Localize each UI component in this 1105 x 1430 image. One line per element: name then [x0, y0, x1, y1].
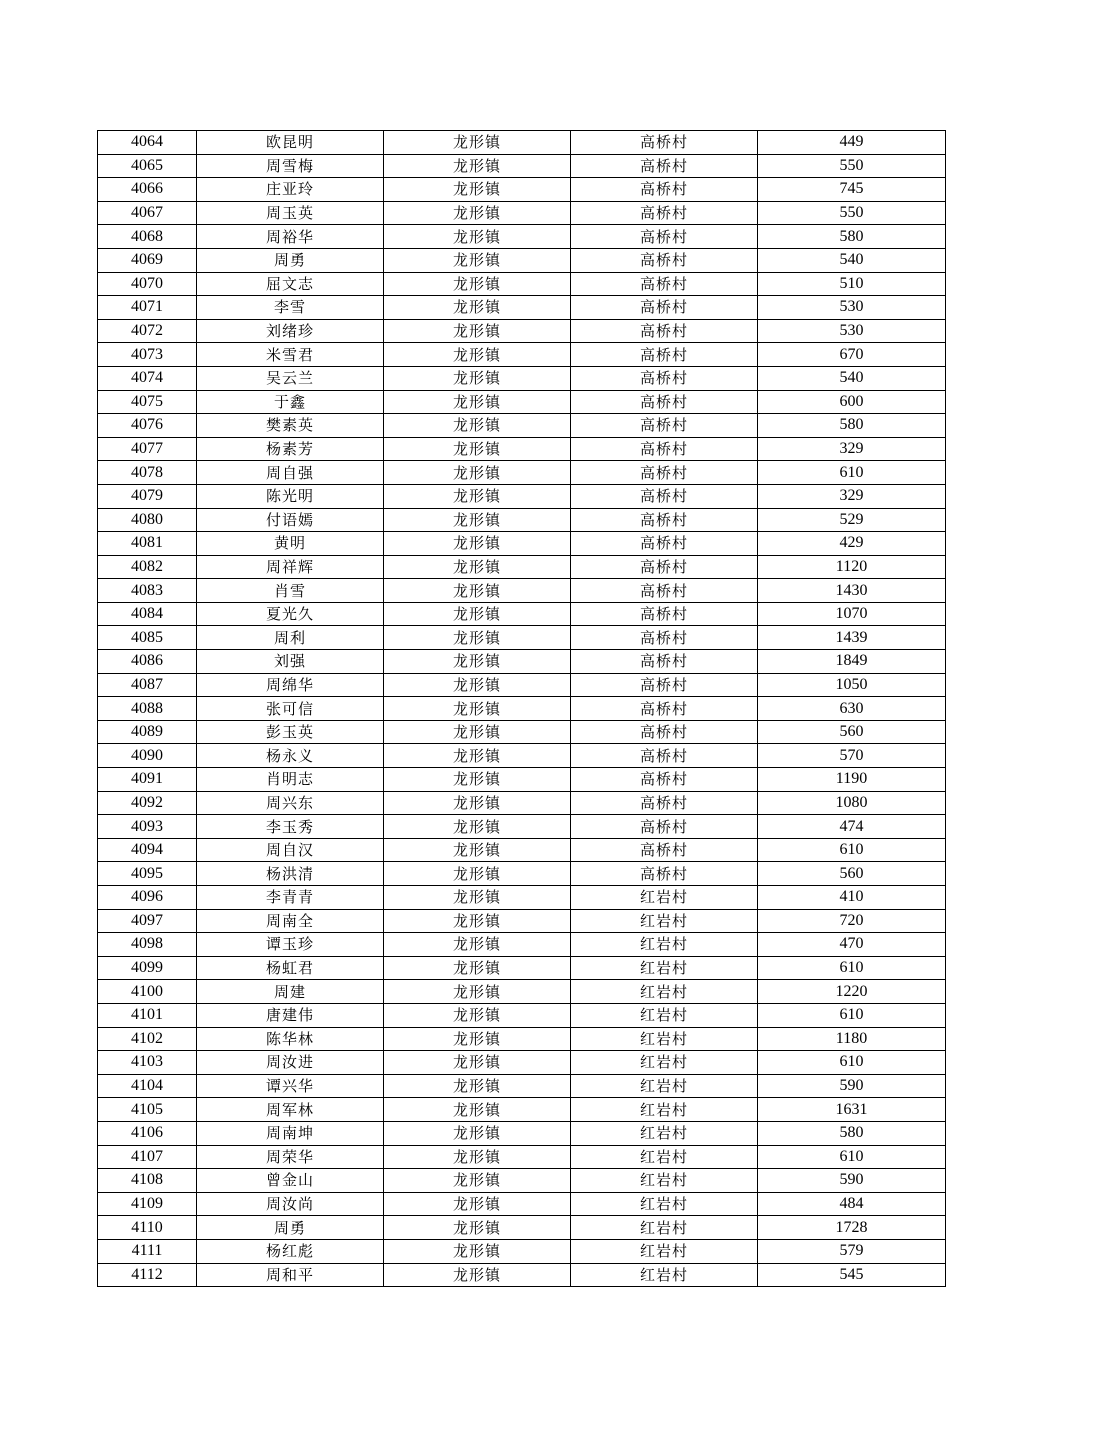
- amount-cell: 590: [758, 1074, 946, 1098]
- table-row: [98, 1263, 946, 1287]
- village-cell: 红岩村: [571, 1239, 758, 1263]
- name-cell: 周勇: [197, 248, 384, 272]
- name-cell: 李雪: [197, 296, 384, 320]
- table-row: [98, 815, 946, 839]
- table-row: [98, 201, 946, 225]
- table-row: [98, 1239, 946, 1263]
- town-cell: 龙形镇: [384, 720, 571, 744]
- town-cell: 龙形镇: [384, 319, 571, 343]
- town-cell: 龙形镇: [384, 201, 571, 225]
- town-cell: 龙形镇: [384, 697, 571, 721]
- name-cell: 欧昆明: [197, 131, 384, 155]
- row-number-cell: 4064: [98, 131, 197, 155]
- row-number-cell: 4099: [98, 956, 197, 980]
- village-cell: 红岩村: [571, 956, 758, 980]
- town-cell: 龙形镇: [384, 1051, 571, 1075]
- name-cell: 庄亚玲: [197, 178, 384, 202]
- village-cell: 高桥村: [571, 838, 758, 862]
- table-row: [98, 886, 946, 910]
- name-cell: 周兴东: [197, 791, 384, 815]
- amount-cell: 1120: [758, 555, 946, 579]
- village-cell: 高桥村: [571, 555, 758, 579]
- town-cell: 龙形镇: [384, 343, 571, 367]
- village-cell: 高桥村: [571, 602, 758, 626]
- name-cell: 肖雪: [197, 579, 384, 603]
- amount-cell: 745: [758, 178, 946, 202]
- amount-cell: 610: [758, 461, 946, 485]
- village-cell: 红岩村: [571, 1145, 758, 1169]
- village-cell: 高桥村: [571, 697, 758, 721]
- name-cell: 周建: [197, 980, 384, 1004]
- amount-cell: 570: [758, 744, 946, 768]
- table-row: [98, 296, 946, 320]
- village-cell: 红岩村: [571, 1074, 758, 1098]
- row-number-cell: 4081: [98, 532, 197, 556]
- name-cell: 杨红彪: [197, 1239, 384, 1263]
- table-row: [98, 956, 946, 980]
- table-row: [98, 178, 946, 202]
- name-cell: 周雪梅: [197, 154, 384, 178]
- town-cell: 龙形镇: [384, 461, 571, 485]
- amount-cell: 630: [758, 697, 946, 721]
- village-cell: 高桥村: [571, 650, 758, 674]
- amount-cell: 529: [758, 508, 946, 532]
- row-number-cell: 4093: [98, 815, 197, 839]
- name-cell: 付语嫣: [197, 508, 384, 532]
- row-number-cell: 4112: [98, 1263, 197, 1287]
- row-number-cell: 4085: [98, 626, 197, 650]
- village-cell: 红岩村: [571, 909, 758, 933]
- town-cell: 龙形镇: [384, 390, 571, 414]
- town-cell: 龙形镇: [384, 1074, 571, 1098]
- row-number-cell: 4065: [98, 154, 197, 178]
- town-cell: 龙形镇: [384, 154, 571, 178]
- row-number-cell: 4095: [98, 862, 197, 886]
- name-cell: 周荣华: [197, 1145, 384, 1169]
- town-cell: 龙形镇: [384, 1121, 571, 1145]
- name-cell: 周南坤: [197, 1121, 384, 1145]
- table-row: [98, 626, 946, 650]
- row-number-cell: 4086: [98, 650, 197, 674]
- table-row: [98, 248, 946, 272]
- table-row: [98, 791, 946, 815]
- town-cell: 龙形镇: [384, 414, 571, 438]
- row-number-cell: 4106: [98, 1121, 197, 1145]
- row-number-cell: 4070: [98, 272, 197, 296]
- village-cell: 高桥村: [571, 272, 758, 296]
- row-number-cell: 4088: [98, 697, 197, 721]
- town-cell: 龙形镇: [384, 626, 571, 650]
- village-cell: 红岩村: [571, 1098, 758, 1122]
- town-cell: 龙形镇: [384, 272, 571, 296]
- town-cell: 龙形镇: [384, 673, 571, 697]
- name-cell: 李玉秀: [197, 815, 384, 839]
- amount-cell: 610: [758, 1145, 946, 1169]
- row-number-cell: 4097: [98, 909, 197, 933]
- town-cell: 龙形镇: [384, 744, 571, 768]
- village-cell: 高桥村: [571, 720, 758, 744]
- village-cell: 红岩村: [571, 980, 758, 1004]
- row-number-cell: 4082: [98, 555, 197, 579]
- row-number-cell: 4094: [98, 838, 197, 862]
- name-cell: 李青青: [197, 886, 384, 910]
- village-cell: 高桥村: [571, 768, 758, 792]
- amount-cell: 610: [758, 956, 946, 980]
- table-row: [98, 532, 946, 556]
- amount-cell: 720: [758, 909, 946, 933]
- name-cell: 刘绪珍: [197, 319, 384, 343]
- table-row: [98, 673, 946, 697]
- table-row: [98, 862, 946, 886]
- amount-cell: 1070: [758, 602, 946, 626]
- village-cell: 红岩村: [571, 1121, 758, 1145]
- town-cell: 龙形镇: [384, 532, 571, 556]
- table-row: [98, 838, 946, 862]
- table-row: [98, 697, 946, 721]
- village-cell: 高桥村: [571, 791, 758, 815]
- town-cell: 龙形镇: [384, 178, 571, 202]
- village-cell: 高桥村: [571, 815, 758, 839]
- village-cell: 高桥村: [571, 437, 758, 461]
- table-row: [98, 602, 946, 626]
- table-row: [98, 1192, 946, 1216]
- amount-cell: 550: [758, 201, 946, 225]
- amount-cell: 610: [758, 1003, 946, 1027]
- village-cell: 红岩村: [571, 1169, 758, 1193]
- village-cell: 高桥村: [571, 154, 758, 178]
- table-row: [98, 555, 946, 579]
- table-row: [98, 1074, 946, 1098]
- amount-cell: 1430: [758, 579, 946, 603]
- table-row: [98, 980, 946, 1004]
- town-cell: 龙形镇: [384, 650, 571, 674]
- row-number-cell: 4084: [98, 602, 197, 626]
- row-number-cell: 4100: [98, 980, 197, 1004]
- table-row: [98, 1098, 946, 1122]
- row-number-cell: 4071: [98, 296, 197, 320]
- town-cell: 龙形镇: [384, 1027, 571, 1051]
- town-cell: 龙形镇: [384, 956, 571, 980]
- name-cell: 肖明志: [197, 768, 384, 792]
- town-cell: 龙形镇: [384, 437, 571, 461]
- village-cell: 高桥村: [571, 343, 758, 367]
- village-cell: 高桥村: [571, 248, 758, 272]
- town-cell: 龙形镇: [384, 579, 571, 603]
- village-cell: 红岩村: [571, 1051, 758, 1075]
- town-cell: 龙形镇: [384, 225, 571, 249]
- row-number-cell: 4103: [98, 1051, 197, 1075]
- village-cell: 高桥村: [571, 508, 758, 532]
- town-cell: 龙形镇: [384, 909, 571, 933]
- amount-cell: 510: [758, 272, 946, 296]
- row-number-cell: 4102: [98, 1027, 197, 1051]
- amount-cell: 329: [758, 437, 946, 461]
- row-number-cell: 4091: [98, 768, 197, 792]
- village-cell: 高桥村: [571, 366, 758, 390]
- name-cell: 周和平: [197, 1263, 384, 1287]
- table-row: [98, 909, 946, 933]
- village-cell: 红岩村: [571, 1192, 758, 1216]
- village-cell: 高桥村: [571, 225, 758, 249]
- row-number-cell: 4090: [98, 744, 197, 768]
- town-cell: 龙形镇: [384, 296, 571, 320]
- amount-cell: 1180: [758, 1027, 946, 1051]
- village-cell: 高桥村: [571, 319, 758, 343]
- row-number-cell: 4072: [98, 319, 197, 343]
- table-row: [98, 1169, 946, 1193]
- table-row: [98, 154, 946, 178]
- table-row: [98, 768, 946, 792]
- village-cell: 高桥村: [571, 461, 758, 485]
- table-row: [98, 933, 946, 957]
- name-cell: 周裕华: [197, 225, 384, 249]
- town-cell: 龙形镇: [384, 248, 571, 272]
- row-number-cell: 4098: [98, 933, 197, 957]
- amount-cell: 580: [758, 414, 946, 438]
- row-number-cell: 4104: [98, 1074, 197, 1098]
- table-row: [98, 1216, 946, 1240]
- village-cell: 高桥村: [571, 201, 758, 225]
- name-cell: 陈华林: [197, 1027, 384, 1051]
- table-row: [98, 343, 946, 367]
- row-number-cell: 4111: [98, 1239, 197, 1263]
- amount-cell: 580: [758, 225, 946, 249]
- amount-cell: 540: [758, 366, 946, 390]
- village-cell: 红岩村: [571, 1027, 758, 1051]
- row-number-cell: 4068: [98, 225, 197, 249]
- name-cell: 周自汉: [197, 838, 384, 862]
- name-cell: 周玉英: [197, 201, 384, 225]
- village-cell: 高桥村: [571, 178, 758, 202]
- data-table: [97, 130, 946, 1287]
- town-cell: 龙形镇: [384, 862, 571, 886]
- table-row: [98, 579, 946, 603]
- amount-cell: 540: [758, 248, 946, 272]
- table-row: [98, 720, 946, 744]
- name-cell: 周绵华: [197, 673, 384, 697]
- name-cell: 唐建伟: [197, 1003, 384, 1027]
- amount-cell: 1728: [758, 1216, 946, 1240]
- amount-cell: 530: [758, 319, 946, 343]
- name-cell: 周勇: [197, 1216, 384, 1240]
- amount-cell: 1080: [758, 791, 946, 815]
- amount-cell: 545: [758, 1263, 946, 1287]
- row-number-cell: 4105: [98, 1098, 197, 1122]
- town-cell: 龙形镇: [384, 980, 571, 1004]
- name-cell: 周自强: [197, 461, 384, 485]
- table-row: [98, 272, 946, 296]
- row-number-cell: 4096: [98, 886, 197, 910]
- amount-cell: 580: [758, 1121, 946, 1145]
- town-cell: 龙形镇: [384, 1145, 571, 1169]
- row-number-cell: 4069: [98, 248, 197, 272]
- row-number-cell: 4074: [98, 366, 197, 390]
- amount-cell: 610: [758, 838, 946, 862]
- row-number-cell: 4067: [98, 201, 197, 225]
- name-cell: 屈文志: [197, 272, 384, 296]
- name-cell: 于鑫: [197, 390, 384, 414]
- name-cell: 杨永义: [197, 744, 384, 768]
- row-number-cell: 4108: [98, 1169, 197, 1193]
- village-cell: 高桥村: [571, 414, 758, 438]
- village-cell: 高桥村: [571, 673, 758, 697]
- amount-cell: 1190: [758, 768, 946, 792]
- amount-cell: 610: [758, 1051, 946, 1075]
- amount-cell: 670: [758, 343, 946, 367]
- amount-cell: 1220: [758, 980, 946, 1004]
- amount-cell: 470: [758, 933, 946, 957]
- name-cell: 周汝尚: [197, 1192, 384, 1216]
- town-cell: 龙形镇: [384, 555, 571, 579]
- town-cell: 龙形镇: [384, 366, 571, 390]
- amount-cell: 429: [758, 532, 946, 556]
- village-cell: 红岩村: [571, 1003, 758, 1027]
- town-cell: 龙形镇: [384, 131, 571, 155]
- table-body: [98, 131, 946, 1287]
- amount-cell: 560: [758, 720, 946, 744]
- row-number-cell: 4110: [98, 1216, 197, 1240]
- town-cell: 龙形镇: [384, 1003, 571, 1027]
- name-cell: 陈光明: [197, 484, 384, 508]
- amount-cell: 474: [758, 815, 946, 839]
- village-cell: 高桥村: [571, 390, 758, 414]
- name-cell: 米雪君: [197, 343, 384, 367]
- table-row: [98, 437, 946, 461]
- row-number-cell: 4078: [98, 461, 197, 485]
- town-cell: 龙形镇: [384, 933, 571, 957]
- town-cell: 龙形镇: [384, 1263, 571, 1287]
- amount-cell: 410: [758, 886, 946, 910]
- name-cell: 杨洪清: [197, 862, 384, 886]
- name-cell: 吴云兰: [197, 366, 384, 390]
- village-cell: 高桥村: [571, 626, 758, 650]
- table-row: [98, 744, 946, 768]
- name-cell: 周汝进: [197, 1051, 384, 1075]
- village-cell: 高桥村: [571, 862, 758, 886]
- village-cell: 高桥村: [571, 579, 758, 603]
- name-cell: 张可信: [197, 697, 384, 721]
- amount-cell: 579: [758, 1239, 946, 1263]
- row-number-cell: 4083: [98, 579, 197, 603]
- village-cell: 红岩村: [571, 886, 758, 910]
- row-number-cell: 4077: [98, 437, 197, 461]
- amount-cell: 600: [758, 390, 946, 414]
- table-row: [98, 1027, 946, 1051]
- town-cell: 龙形镇: [384, 602, 571, 626]
- name-cell: 周军林: [197, 1098, 384, 1122]
- name-cell: 彭玉英: [197, 720, 384, 744]
- town-cell: 龙形镇: [384, 1216, 571, 1240]
- town-cell: 龙形镇: [384, 484, 571, 508]
- row-number-cell: 4076: [98, 414, 197, 438]
- table-row: [98, 225, 946, 249]
- village-cell: 高桥村: [571, 296, 758, 320]
- table-row: [98, 131, 946, 155]
- amount-cell: 484: [758, 1192, 946, 1216]
- town-cell: 龙形镇: [384, 791, 571, 815]
- row-number-cell: 4089: [98, 720, 197, 744]
- town-cell: 龙形镇: [384, 1192, 571, 1216]
- table-row: [98, 650, 946, 674]
- table-row: [98, 1121, 946, 1145]
- amount-cell: 550: [758, 154, 946, 178]
- table-row: [98, 366, 946, 390]
- table-row: [98, 390, 946, 414]
- amount-cell: 329: [758, 484, 946, 508]
- row-number-cell: 4079: [98, 484, 197, 508]
- town-cell: 龙形镇: [384, 768, 571, 792]
- town-cell: 龙形镇: [384, 508, 571, 532]
- name-cell: 樊素英: [197, 414, 384, 438]
- name-cell: 杨虹君: [197, 956, 384, 980]
- name-cell: 谭玉珍: [197, 933, 384, 957]
- village-cell: 高桥村: [571, 484, 758, 508]
- amount-cell: 1849: [758, 650, 946, 674]
- name-cell: 周祥辉: [197, 555, 384, 579]
- table-row: [98, 508, 946, 532]
- village-cell: 高桥村: [571, 744, 758, 768]
- name-cell: 谭兴华: [197, 1074, 384, 1098]
- table-row: [98, 1003, 946, 1027]
- table-row: [98, 319, 946, 343]
- name-cell: 夏光久: [197, 602, 384, 626]
- town-cell: 龙形镇: [384, 1239, 571, 1263]
- name-cell: 周南全: [197, 909, 384, 933]
- row-number-cell: 4107: [98, 1145, 197, 1169]
- town-cell: 龙形镇: [384, 1169, 571, 1193]
- amount-cell: 590: [758, 1169, 946, 1193]
- town-cell: 龙形镇: [384, 815, 571, 839]
- name-cell: 刘强: [197, 650, 384, 674]
- row-number-cell: 4109: [98, 1192, 197, 1216]
- village-cell: 红岩村: [571, 1216, 758, 1240]
- name-cell: 周利: [197, 626, 384, 650]
- village-cell: 高桥村: [571, 532, 758, 556]
- row-number-cell: 4080: [98, 508, 197, 532]
- row-number-cell: 4092: [98, 791, 197, 815]
- amount-cell: 1439: [758, 626, 946, 650]
- name-cell: 黄明: [197, 532, 384, 556]
- row-number-cell: 4075: [98, 390, 197, 414]
- name-cell: 杨素芳: [197, 437, 384, 461]
- town-cell: 龙形镇: [384, 1098, 571, 1122]
- table-row: [98, 484, 946, 508]
- table-row: [98, 1051, 946, 1075]
- village-cell: 红岩村: [571, 1263, 758, 1287]
- row-number-cell: 4087: [98, 673, 197, 697]
- table-row: [98, 414, 946, 438]
- amount-cell: 560: [758, 862, 946, 886]
- table-row: [98, 1145, 946, 1169]
- amount-cell: 530: [758, 296, 946, 320]
- row-number-cell: 4073: [98, 343, 197, 367]
- name-cell: 曾金山: [197, 1169, 384, 1193]
- amount-cell: 1050: [758, 673, 946, 697]
- amount-cell: 449: [758, 131, 946, 155]
- table-row: [98, 461, 946, 485]
- town-cell: 龙形镇: [384, 886, 571, 910]
- row-number-cell: 4101: [98, 1003, 197, 1027]
- amount-cell: 1631: [758, 1098, 946, 1122]
- row-number-cell: 4066: [98, 178, 197, 202]
- village-cell: 红岩村: [571, 933, 758, 957]
- town-cell: 龙形镇: [384, 838, 571, 862]
- village-cell: 高桥村: [571, 131, 758, 155]
